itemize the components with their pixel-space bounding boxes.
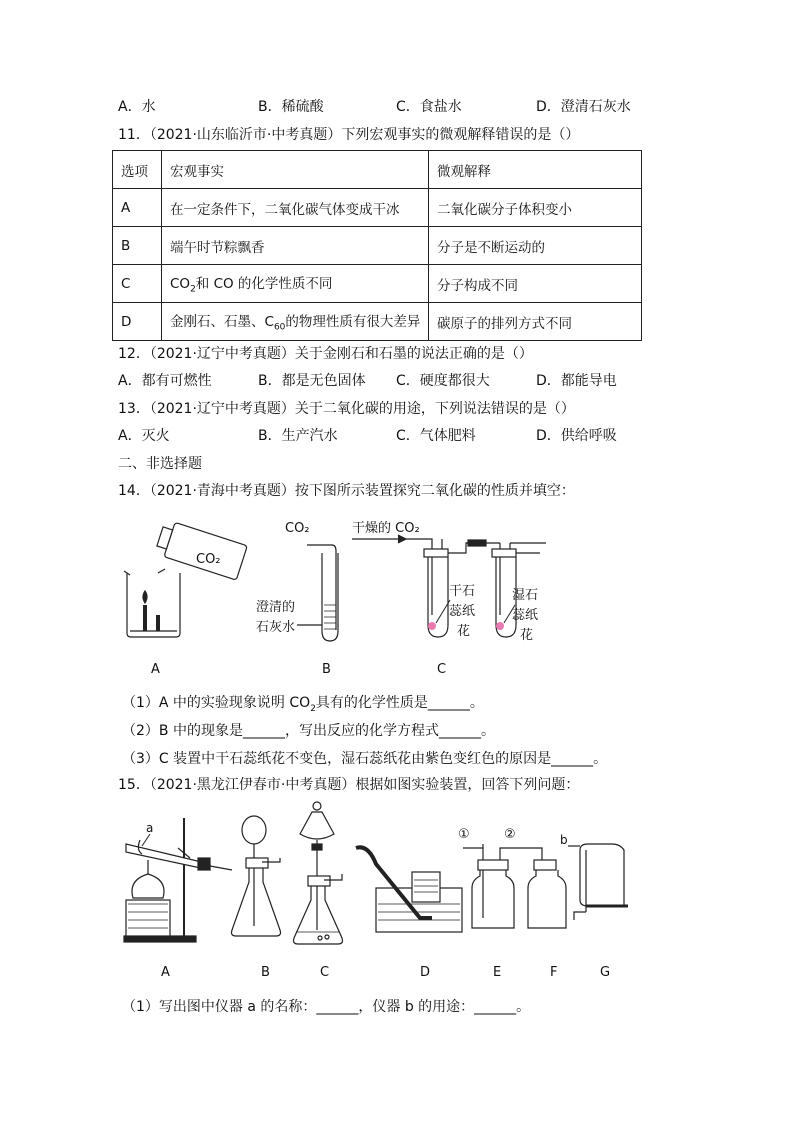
apparatus-b bbox=[297, 545, 338, 641]
table-row bbox=[113, 189, 642, 227]
apparatus-f bbox=[520, 848, 566, 928]
row-option: B bbox=[113, 227, 162, 265]
q14-sub1-subscript: 2 bbox=[310, 703, 316, 714]
figure-label-c: C bbox=[437, 662, 447, 677]
row-explanation: 分子构成不同 bbox=[429, 265, 642, 303]
fact-text: CO bbox=[170, 276, 191, 293]
figure-label-f: F bbox=[550, 965, 558, 980]
q10-option-d: D．澄清石灰水 bbox=[536, 99, 631, 115]
q13-option-b: B．生产汽水 bbox=[258, 428, 338, 444]
fact-subscript: 2 bbox=[190, 284, 196, 295]
apparatus-a bbox=[124, 818, 232, 942]
q14-sub3: （3）C 装置中干石蕊纸花不变色，湿石蕊纸花由紫色变红色的原因是______。 bbox=[122, 751, 608, 767]
co2-bottle-label: CO₂ bbox=[196, 552, 221, 567]
q11-stem: 11．（2021·山东临沂市·中考真题）下列宏观事实的微观解释错误的是（） bbox=[118, 127, 580, 143]
q10-options bbox=[118, 96, 658, 118]
row-option: C bbox=[113, 265, 162, 303]
row-fact: 在一定条件下，二氧化碳气体变成干冰 bbox=[162, 189, 429, 227]
row-explanation: 二氧化碳分子体积变小 bbox=[429, 189, 642, 227]
q10-option-b: B．稀硫酸 bbox=[258, 99, 324, 115]
header-option: 选项 bbox=[113, 151, 162, 189]
limewater-label-2: 石灰水 bbox=[256, 620, 296, 635]
co2-inlet-label: CO₂ bbox=[285, 521, 310, 536]
q14-sub1-text: （1）A 中的实验现象说明 CO bbox=[122, 695, 311, 711]
figure-label-d: D bbox=[420, 965, 431, 980]
fact-text: 金刚石、石墨、C bbox=[170, 314, 274, 331]
wet-flower-label-3: 花 bbox=[520, 628, 534, 643]
port-1-label: ① bbox=[458, 827, 470, 842]
q14-sub2: （2）B 中的现象是______，写出反应的化学方程式______。 bbox=[122, 723, 495, 739]
label-a-instrument: a bbox=[146, 821, 154, 835]
limewater-label-1: 澄清的 bbox=[256, 600, 296, 615]
q14-sub1-text: 具有的化学性质是______。 bbox=[315, 695, 484, 711]
figure-label-c: C bbox=[320, 965, 330, 980]
fact-text: 的物理性质有很大差异 bbox=[285, 314, 421, 331]
wet-flower-icon bbox=[496, 622, 504, 630]
row-option: A bbox=[113, 189, 162, 227]
q10-option-c: C．食盐水 bbox=[396, 99, 462, 115]
q14-stem: 14．（2021·青海中考真题）按下图所示装置探究二氧化碳的性质并填空： bbox=[118, 483, 575, 499]
row-explanation: 碳原子的排列方式不同 bbox=[429, 303, 642, 341]
q12-option-d: D．都能导电 bbox=[536, 373, 617, 389]
q12-stem: 12．（2021·辽宁中考真题）关于金刚石和石墨的说法正确的是（） bbox=[118, 346, 533, 362]
figure-label-e: E bbox=[493, 965, 502, 980]
q14-sub1 bbox=[122, 692, 484, 714]
q12-options bbox=[118, 370, 658, 392]
wet-flower-label-2: 蕊纸 bbox=[512, 608, 539, 623]
q10-option-a: A．水 bbox=[118, 99, 156, 115]
q11-table bbox=[112, 150, 642, 341]
figure-label-b: B bbox=[261, 965, 270, 980]
apparatus-b bbox=[232, 816, 281, 936]
section-heading: 二、非选择题 bbox=[118, 456, 202, 472]
figure-label-a: A bbox=[151, 662, 160, 677]
row-fact bbox=[162, 265, 429, 303]
wet-flower-label-1: 湿石 bbox=[512, 588, 539, 603]
table-header-row bbox=[113, 151, 642, 189]
q12-option-a: A．都有可燃性 bbox=[118, 373, 212, 389]
q13-option-a: A．灭火 bbox=[118, 428, 170, 444]
label-b-instrument: b bbox=[560, 833, 568, 847]
fact-text: 和 CO 的化学性质不同 bbox=[195, 276, 333, 293]
header-explanation: 微观解释 bbox=[429, 151, 642, 189]
table-row bbox=[113, 265, 642, 303]
q14-figure bbox=[0, 505, 794, 685]
q15-sub1: （1）写出图中仪器 a 的名称：______，仪器 b 的用途：______。 bbox=[122, 999, 531, 1015]
q15-figure bbox=[0, 800, 794, 990]
dry-flower-label-1: 干石 bbox=[449, 584, 476, 599]
figure-label-b: B bbox=[322, 662, 331, 677]
port-2-label: ② bbox=[504, 827, 516, 842]
q13-option-c: C．气体肥料 bbox=[396, 428, 476, 444]
q13-options bbox=[118, 425, 658, 447]
apparatus-a bbox=[124, 519, 247, 637]
header-fact: 宏观事实 bbox=[162, 151, 429, 189]
dry-flower-label-2: 蕊纸 bbox=[449, 604, 476, 619]
apparatus-d bbox=[356, 847, 462, 932]
q12-option-b: B．都是无色固体 bbox=[258, 373, 366, 389]
row-option: D bbox=[113, 303, 162, 341]
figure-label-g: G bbox=[600, 965, 611, 980]
apparatus-g bbox=[568, 844, 628, 920]
row-fact: 端午时节粽飘香 bbox=[162, 227, 429, 265]
fact-subscript: 60 bbox=[273, 322, 286, 333]
row-explanation: 分子是不断运动的 bbox=[429, 227, 642, 265]
q13-stem: 13．（2021·辽宁中考真题）关于二氧化碳的用途，下列说法错误的是（） bbox=[118, 401, 575, 417]
q13-option-d: D．供给呼吸 bbox=[536, 428, 617, 444]
figure-label-a: A bbox=[161, 965, 170, 980]
q12-option-c: C．硬度都很大 bbox=[396, 373, 490, 389]
q15-stem: 15．（2021·黑龙江伊春市·中考真题）根据如图实验装置，回答下列问题： bbox=[118, 777, 580, 793]
table-row bbox=[113, 227, 642, 265]
dry-flower-icon bbox=[428, 622, 436, 630]
table-row bbox=[113, 303, 642, 341]
apparatus-c bbox=[294, 802, 343, 944]
dry-co2-label: 干燥的 CO₂ bbox=[352, 521, 420, 536]
dry-flower-label-3: 花 bbox=[457, 624, 471, 639]
row-fact bbox=[162, 303, 429, 341]
apparatus-e bbox=[463, 844, 520, 928]
